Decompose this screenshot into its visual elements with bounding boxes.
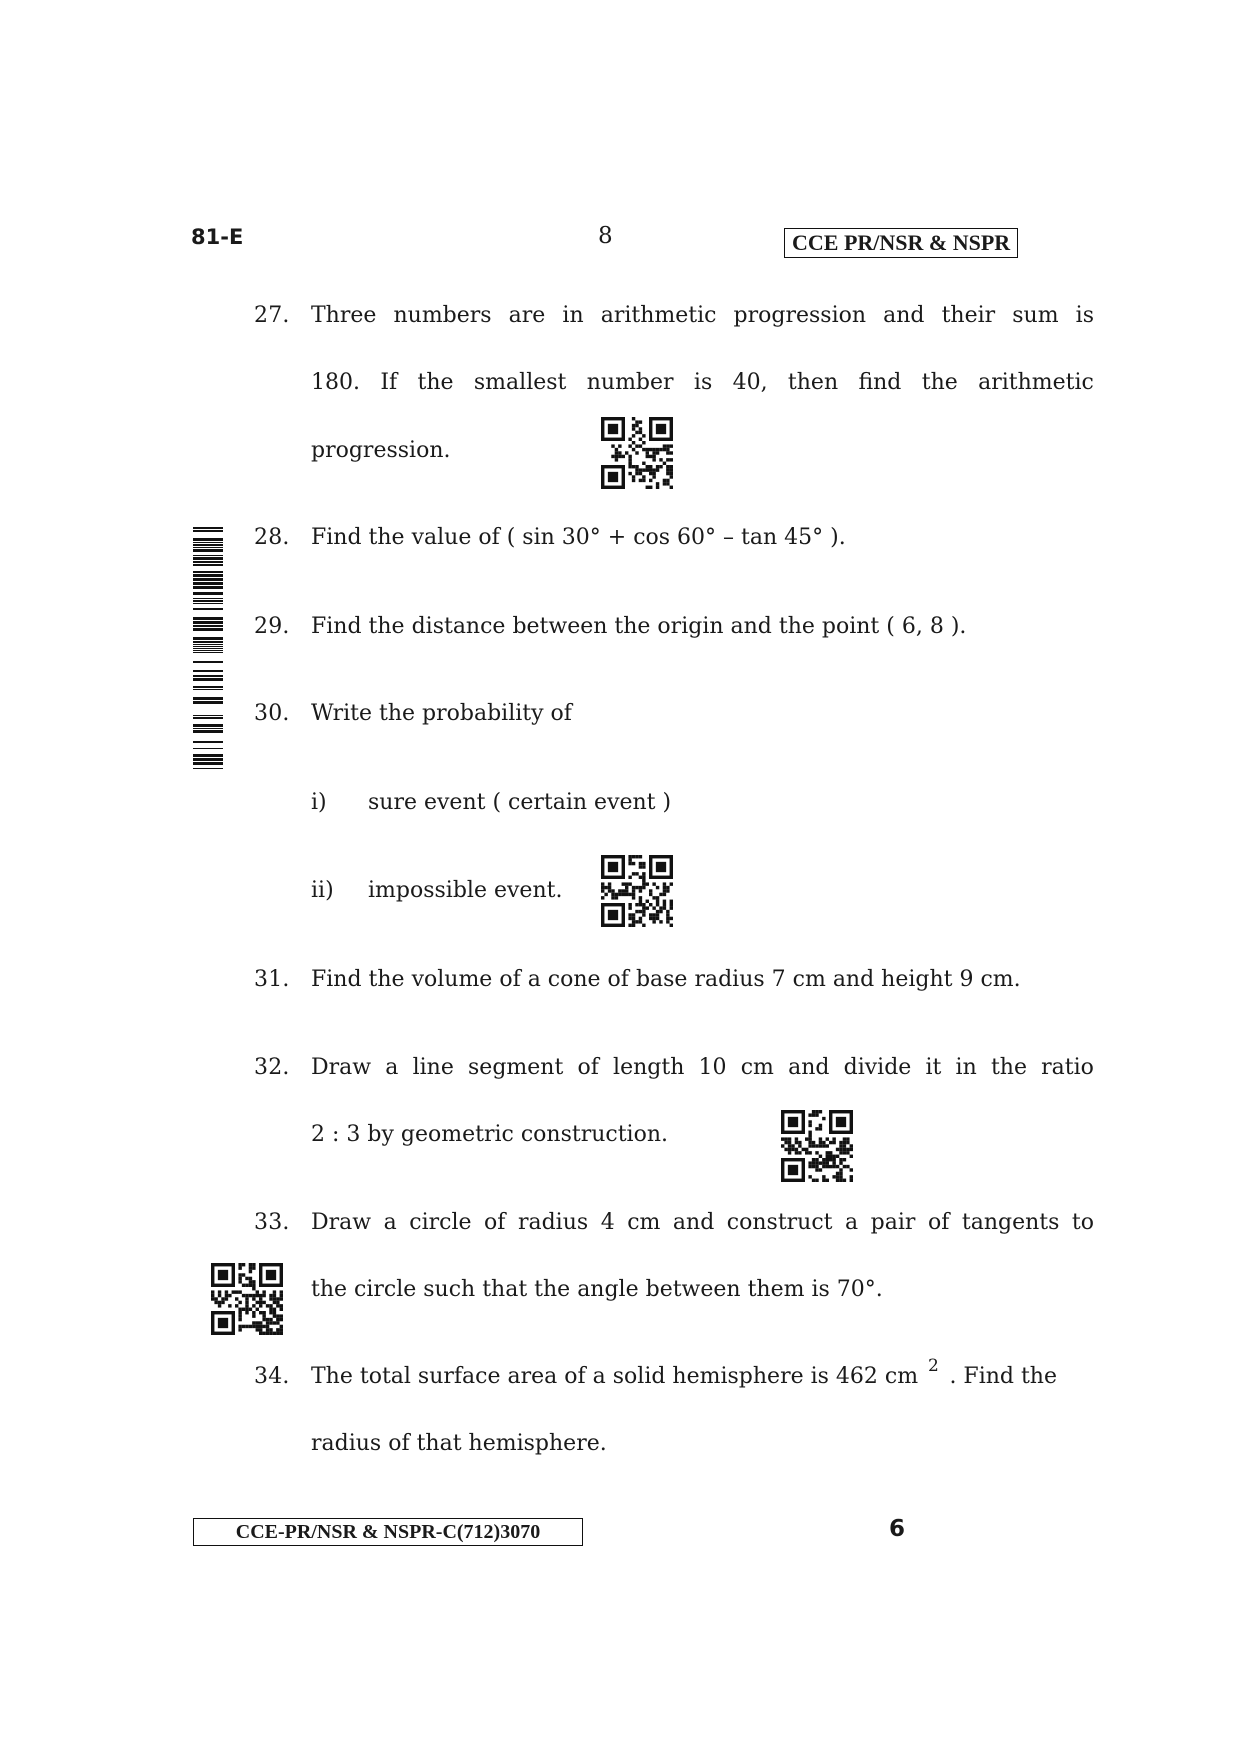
question-30-sub-i-label: i)	[311, 790, 327, 815]
word: If	[380, 370, 398, 395]
question-34-line-1	[311, 1356, 1057, 1396]
question-32-number: 32.	[254, 1055, 290, 1080]
word: number	[586, 370, 674, 395]
question-31-number: 31.	[254, 967, 290, 992]
qr-code-icon	[601, 855, 673, 927]
question-30-number: 30.	[254, 701, 290, 726]
question-30-sub-i-text: sure event ( certain event )	[368, 790, 672, 815]
question-27-number: 27.	[254, 303, 290, 328]
word: and	[788, 1055, 830, 1080]
word: to	[1071, 1210, 1094, 1235]
sheet-number: 6	[889, 1516, 906, 1542]
word: circle	[409, 1210, 472, 1235]
word: the	[417, 370, 454, 395]
word: radius	[517, 1210, 589, 1235]
question-27-line-3: progression.	[311, 438, 451, 463]
word: length	[613, 1055, 685, 1080]
question-31-text: Find the volume of a cone of base radius 7 cm and height 9 cm.	[311, 967, 1021, 992]
word: and	[883, 303, 925, 328]
word: ratio	[1041, 1055, 1094, 1080]
question-30-sub-ii-label: ii)	[311, 878, 334, 903]
word: of	[927, 1210, 950, 1235]
word: Three	[311, 303, 377, 328]
question-29-text: Find the distance between the origin and the point ( 6, 8 ).	[311, 614, 967, 639]
question-30-text: Write the probability of	[311, 701, 572, 726]
word: 4	[600, 1210, 615, 1235]
word: segment	[468, 1055, 564, 1080]
word: in	[955, 1055, 977, 1080]
question-34-line-1-end: . Find the	[949, 1364, 1057, 1389]
question-34-line-1-text: The total surface area of a solid hemisphere is 462 cm	[311, 1364, 919, 1389]
word: then	[787, 370, 839, 395]
word: of	[484, 1210, 506, 1235]
word: of	[577, 1055, 599, 1080]
question-32-line-2: 2 : 3 by geometric construction.	[311, 1122, 668, 1147]
word: a	[845, 1210, 859, 1235]
word: pair	[870, 1210, 916, 1235]
word: tangents	[961, 1210, 1060, 1235]
barcode-icon	[193, 527, 223, 769]
word: numbers	[393, 303, 492, 328]
question-27-line-2	[311, 370, 1094, 395]
question-30-sub-ii-text: impossible event.	[368, 878, 563, 903]
word: divide	[843, 1055, 912, 1080]
word: a	[385, 1055, 399, 1080]
word: 10	[698, 1055, 727, 1080]
word: 180.	[311, 370, 360, 395]
question-27-line-1	[311, 303, 1094, 328]
word: is	[693, 370, 713, 395]
word: cm	[627, 1210, 661, 1235]
paper-code: 81-E	[191, 225, 244, 249]
footer-boxed-code: CCE-PR/NSR & NSPR-C(712)3070	[193, 1518, 583, 1546]
page-number: 8	[598, 223, 613, 249]
word: is	[1075, 303, 1094, 328]
question-34-superscript: 2	[928, 1356, 939, 1376]
qr-code-icon	[601, 417, 673, 489]
question-28-text: Find the value of ( sin 30° + cos 60° – tan 45° ).	[311, 525, 846, 550]
word: cm	[740, 1055, 774, 1080]
question-32-line-1	[311, 1055, 1094, 1080]
word: sum	[1012, 303, 1059, 328]
word: a	[383, 1210, 397, 1235]
question-34-line-2: radius of that hemisphere.	[311, 1431, 607, 1456]
word: smallest	[473, 370, 567, 395]
word: in	[562, 303, 584, 328]
question-34-number: 34.	[254, 1364, 290, 1389]
word: it	[925, 1055, 942, 1080]
word: the	[990, 1055, 1027, 1080]
word: find	[858, 370, 902, 395]
question-29-number: 29.	[254, 614, 290, 639]
word: Draw	[311, 1210, 372, 1235]
word: their	[941, 303, 996, 328]
question-28-number: 28.	[254, 525, 290, 550]
word: line	[412, 1055, 454, 1080]
header-boxed-title: CCE PR/NSR & NSPR	[784, 228, 1018, 258]
word: progression	[733, 303, 867, 328]
word: Draw	[311, 1055, 372, 1080]
word: 40,	[732, 370, 768, 395]
question-33-number: 33.	[254, 1210, 290, 1235]
qr-code-icon	[781, 1110, 853, 1182]
question-33-line-2: the circle such that the angle between them is 70°.	[311, 1277, 883, 1302]
word: arithmetic	[600, 303, 717, 328]
word: the	[921, 370, 958, 395]
word: arithmetic	[978, 370, 1094, 395]
word: are	[508, 303, 546, 328]
qr-code-icon	[211, 1263, 283, 1335]
question-33-line-1	[311, 1210, 1094, 1235]
word: and	[672, 1210, 715, 1235]
word: construct	[726, 1210, 833, 1235]
